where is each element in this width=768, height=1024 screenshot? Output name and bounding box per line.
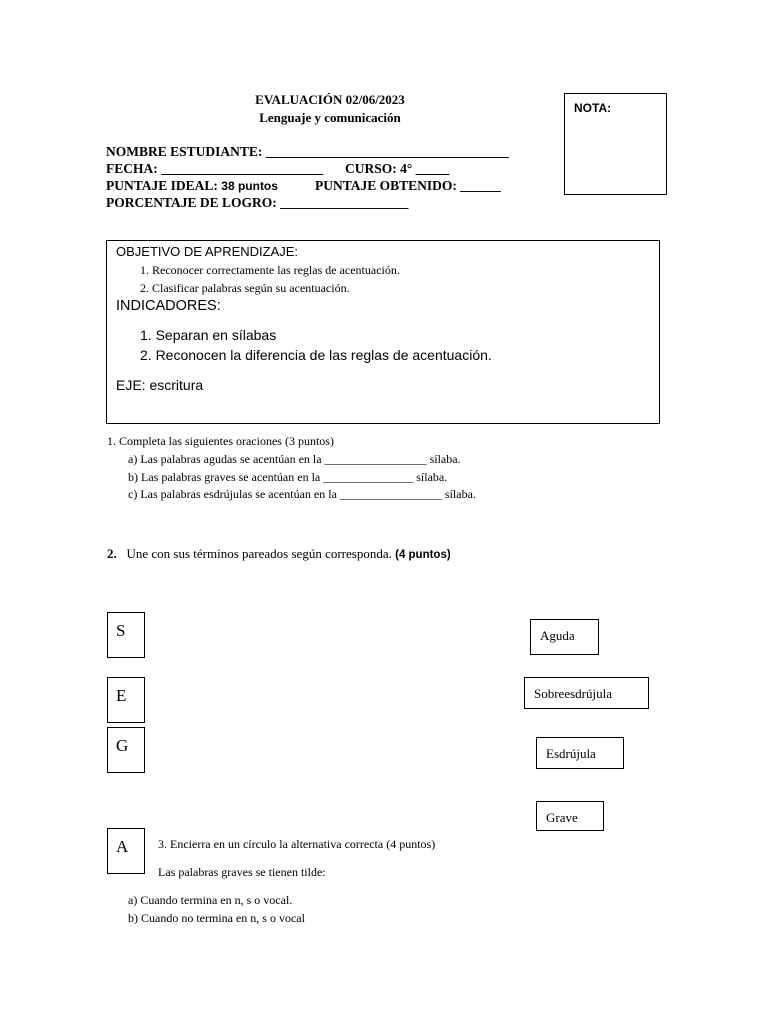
achievement-percentage-field[interactable]: PORCENTAJE DE LOGRO: ___________________ xyxy=(106,195,409,210)
match-term-grave[interactable]: Grave xyxy=(536,801,604,831)
question-3-option-a[interactable]: a) Cuando termina en n, s o vocal. xyxy=(128,893,293,907)
ideal-score-label: PUNTAJE IDEAL: xyxy=(106,178,218,193)
obtained-score-field[interactable]: PUNTAJE OBTENIDO: ______ xyxy=(315,178,501,193)
question-3-prompt: Las palabras graves se tienen tilde: xyxy=(158,865,326,879)
match-letter-s[interactable]: S xyxy=(107,612,145,658)
ideal-score-value: 38 puntos xyxy=(221,179,278,193)
question-2-text: Une con sus términos pareados según corresponda. xyxy=(126,546,392,561)
date-field[interactable]: FECHA: ________________________ xyxy=(106,161,324,176)
student-name-field[interactable]: NOMBRE ESTUDIANTE: ____________________________________ xyxy=(106,144,509,159)
match-term-aguda[interactable]: Aguda xyxy=(530,619,599,655)
match-letter-a[interactable]: A xyxy=(107,828,145,874)
exam-subject: Lenguaje y comunicación xyxy=(259,110,401,125)
axis-label: EJE: escritura xyxy=(116,377,204,393)
exam-title: EVALUACIÓN 02/06/2023 xyxy=(255,92,405,107)
indicator-item: 2. Reconocen la diferencia de las reglas de acentuación. xyxy=(140,347,492,363)
question-3-title: 3. Encierra en un círculo la alternativa correcta (4 puntos) xyxy=(158,837,436,851)
ideal-score xyxy=(106,178,278,194)
indicator-item: 1. Separan en sílabas xyxy=(140,327,277,343)
indicators-heading: INDICADORES: xyxy=(116,298,221,314)
match-letter-g[interactable]: G xyxy=(107,727,145,773)
course-field[interactable]: CURSO: 4° _____ xyxy=(345,161,450,176)
question-1-title: 1. Completa las siguientes oraciones (3 puntos) xyxy=(107,434,334,448)
question-1-item-c[interactable]: c) Las palabras esdrújulas se acentúan en la _________________ sílaba. xyxy=(128,487,476,501)
question-1-item-b[interactable]: b) Las palabras graves se acentúan en la _______________ sílaba. xyxy=(128,470,448,484)
question-2-title xyxy=(107,546,451,562)
question-1-item-a[interactable]: a) Las palabras agudas se acentúan en la _________________ sílaba. xyxy=(128,452,461,466)
grade-label: NOTA: xyxy=(574,101,612,115)
match-letter-e[interactable]: E xyxy=(107,677,145,723)
objective-item: 1. Reconocer correctamente las reglas de acentuación. xyxy=(140,263,400,277)
question-3-option-b[interactable]: b) Cuando no termina en n, s o vocal xyxy=(128,911,305,925)
question-2-number: 2. xyxy=(107,546,117,561)
objectives-heading: OBJETIVO DE APRENDIZAJE: xyxy=(116,244,299,259)
question-2-points: (4 puntos) xyxy=(395,549,451,561)
match-term-esdrujula[interactable]: Esdrújula xyxy=(536,737,624,769)
objective-item: 2. Clasificar palabras según su acentuación. xyxy=(140,281,350,295)
match-term-sobreesdrujula[interactable]: Sobreesdrújula xyxy=(524,677,649,709)
grade-box[interactable] xyxy=(564,93,667,195)
